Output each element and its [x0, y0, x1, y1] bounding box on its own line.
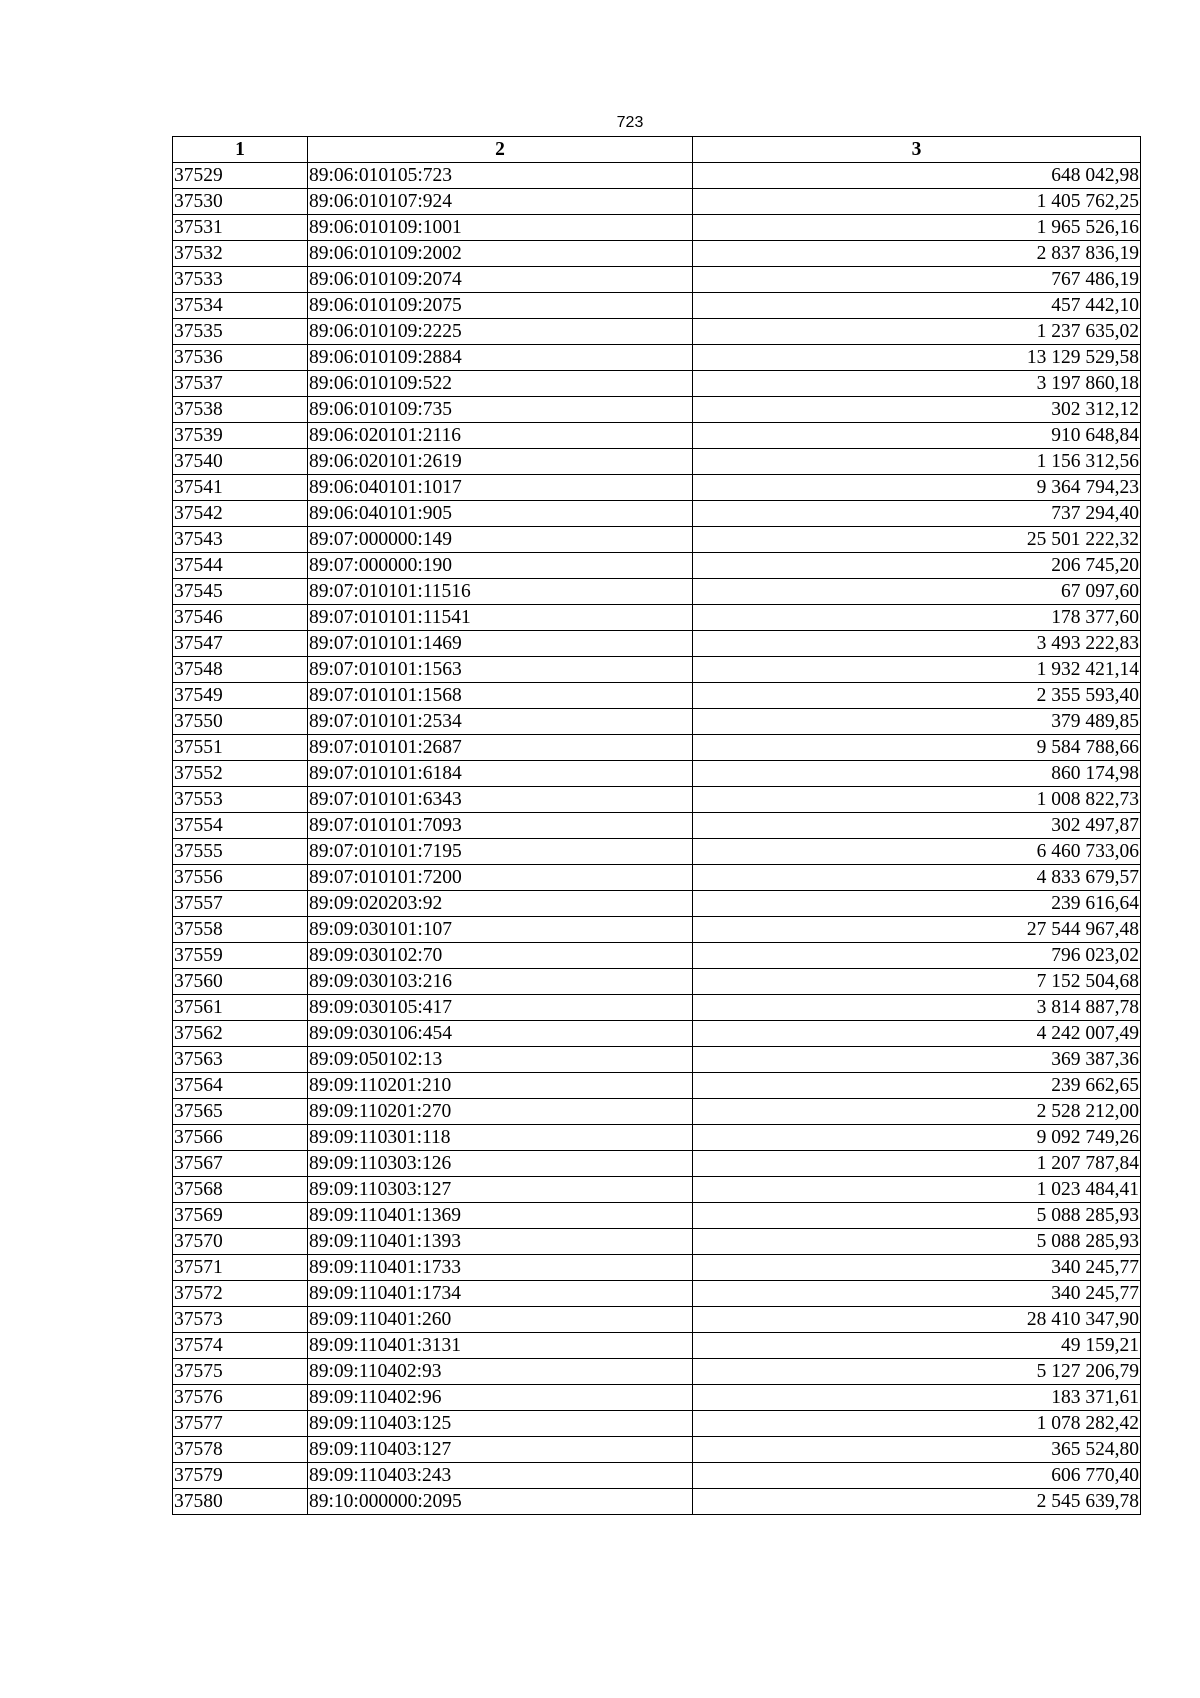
- cadastral-number-cell: 89:07:000000:190: [308, 553, 693, 579]
- table-row: [173, 319, 1141, 345]
- table-body: [173, 163, 1141, 1515]
- row-number-cell: 37543: [173, 527, 308, 553]
- cadastral-number-cell: 89:09:110402:96: [308, 1385, 693, 1411]
- cadastral-number-cell: 89:09:030101:107: [308, 917, 693, 943]
- cadastral-number-cell: 89:06:010107:924: [308, 189, 693, 215]
- value-cell: 1 023 484,41: [693, 1177, 1141, 1203]
- cadastral-number-cell: 89:06:010109:2075: [308, 293, 693, 319]
- row-number-cell: 37573: [173, 1307, 308, 1333]
- table-row: [173, 475, 1141, 501]
- value-cell: 302 312,12: [693, 397, 1141, 423]
- row-number-cell: 37540: [173, 449, 308, 475]
- table-row: [173, 891, 1141, 917]
- value-cell: 2 528 212,00: [693, 1099, 1141, 1125]
- value-cell: 49 159,21: [693, 1333, 1141, 1359]
- table-row: [173, 1359, 1141, 1385]
- table-row: [173, 1437, 1141, 1463]
- table-row: [173, 1463, 1141, 1489]
- value-cell: 1 965 526,16: [693, 215, 1141, 241]
- row-number-cell: 37563: [173, 1047, 308, 1073]
- value-cell: 365 524,80: [693, 1437, 1141, 1463]
- value-cell: 1 932 421,14: [693, 657, 1141, 683]
- row-number-cell: 37531: [173, 215, 308, 241]
- row-number-cell: 37549: [173, 683, 308, 709]
- row-number-cell: 37548: [173, 657, 308, 683]
- cadastral-number-cell: 89:09:110402:93: [308, 1359, 693, 1385]
- table-row: [173, 761, 1141, 787]
- row-number-cell: 37575: [173, 1359, 308, 1385]
- cadastral-number-cell: 89:07:010101:7200: [308, 865, 693, 891]
- row-number-cell: 37571: [173, 1255, 308, 1281]
- cadastral-number-cell: 89:07:000000:149: [308, 527, 693, 553]
- table-row: [173, 943, 1141, 969]
- table-row: [173, 501, 1141, 527]
- value-cell: 648 042,98: [693, 163, 1141, 189]
- cadastral-number-cell: 89:06:010109:2074: [308, 267, 693, 293]
- value-cell: 1 008 822,73: [693, 787, 1141, 813]
- table-row: [173, 1307, 1141, 1333]
- table-row: [173, 1333, 1141, 1359]
- row-number-cell: 37567: [173, 1151, 308, 1177]
- value-cell: 1 156 312,56: [693, 449, 1141, 475]
- row-number-cell: 37570: [173, 1229, 308, 1255]
- value-cell: 7 152 504,68: [693, 969, 1141, 995]
- row-number-cell: 37546: [173, 605, 308, 631]
- row-number-cell: 37568: [173, 1177, 308, 1203]
- table-header: [173, 137, 1141, 163]
- table-row: [173, 1203, 1141, 1229]
- row-number-cell: 37536: [173, 345, 308, 371]
- cadastral-number-cell: 89:07:010101:1568: [308, 683, 693, 709]
- cadastral-number-cell: 89:09:110401:3131: [308, 1333, 693, 1359]
- table-row: [173, 293, 1141, 319]
- table-row: [173, 709, 1141, 735]
- table-row: [173, 995, 1141, 1021]
- value-cell: 3 197 860,18: [693, 371, 1141, 397]
- value-cell: 206 745,20: [693, 553, 1141, 579]
- row-number-cell: 37558: [173, 917, 308, 943]
- table-row: [173, 163, 1141, 189]
- value-cell: 369 387,36: [693, 1047, 1141, 1073]
- row-number-cell: 37544: [173, 553, 308, 579]
- cadastral-number-cell: 89:09:030106:454: [308, 1021, 693, 1047]
- value-cell: 860 174,98: [693, 761, 1141, 787]
- value-cell: 1 237 635,02: [693, 319, 1141, 345]
- cadastral-number-cell: 89:07:010101:6343: [308, 787, 693, 813]
- cadastral-number-cell: 89:07:010101:2687: [308, 735, 693, 761]
- row-number-cell: 37562: [173, 1021, 308, 1047]
- row-number-cell: 37552: [173, 761, 308, 787]
- row-number-cell: 37538: [173, 397, 308, 423]
- cadastral-number-cell: 89:06:010109:2884: [308, 345, 693, 371]
- cadastral-number-cell: 89:07:010101:6184: [308, 761, 693, 787]
- cadastral-number-cell: 89:09:110201:210: [308, 1073, 693, 1099]
- value-cell: 9 092 749,26: [693, 1125, 1141, 1151]
- row-number-cell: 37529: [173, 163, 308, 189]
- cadastral-number-cell: 89:06:020101:2619: [308, 449, 693, 475]
- cadastral-number-cell: 89:07:010101:7093: [308, 813, 693, 839]
- table-row: [173, 579, 1141, 605]
- row-number-cell: 37580: [173, 1489, 308, 1515]
- cadastral-number-cell: 89:06:010109:735: [308, 397, 693, 423]
- table-row: [173, 865, 1141, 891]
- cadastral-number-cell: 89:09:110403:127: [308, 1437, 693, 1463]
- table-row: [173, 1255, 1141, 1281]
- value-cell: 25 501 222,32: [693, 527, 1141, 553]
- table-row: [173, 683, 1141, 709]
- cadastral-number-cell: 89:07:010101:7195: [308, 839, 693, 865]
- value-cell: 5 088 285,93: [693, 1229, 1141, 1255]
- value-cell: 457 442,10: [693, 293, 1141, 319]
- cadastral-number-cell: 89:06:010109:522: [308, 371, 693, 397]
- page-number: 723: [616, 114, 644, 131]
- cadastral-number-cell: 89:09:030103:216: [308, 969, 693, 995]
- row-number-cell: 37565: [173, 1099, 308, 1125]
- value-cell: 302 497,87: [693, 813, 1141, 839]
- row-number-cell: 37537: [173, 371, 308, 397]
- table-row: [173, 1385, 1141, 1411]
- row-number-cell: 37564: [173, 1073, 308, 1099]
- table-row: [173, 969, 1141, 995]
- cadastral-number-cell: 89:06:010109:2225: [308, 319, 693, 345]
- row-number-cell: 37530: [173, 189, 308, 215]
- row-number-cell: 37553: [173, 787, 308, 813]
- cadastral-number-cell: 89:09:110401:260: [308, 1307, 693, 1333]
- table-row: [173, 267, 1141, 293]
- value-cell: 340 245,77: [693, 1281, 1141, 1307]
- cadastral-number-cell: 89:09:030102:70: [308, 943, 693, 969]
- column-header-1: 1: [173, 137, 308, 163]
- cadastral-number-cell: 89:06:040101:1017: [308, 475, 693, 501]
- value-cell: 67 097,60: [693, 579, 1141, 605]
- cadastral-number-cell: 89:07:010101:1563: [308, 657, 693, 683]
- value-cell: 2 355 593,40: [693, 683, 1141, 709]
- row-number-cell: 37572: [173, 1281, 308, 1307]
- table-row: [173, 787, 1141, 813]
- cadastral-number-cell: 89:09:110303:126: [308, 1151, 693, 1177]
- row-number-cell: 37566: [173, 1125, 308, 1151]
- table-row: [173, 397, 1141, 423]
- row-number-cell: 37576: [173, 1385, 308, 1411]
- value-cell: 239 662,65: [693, 1073, 1141, 1099]
- value-cell: 9 364 794,23: [693, 475, 1141, 501]
- row-number-cell: 37560: [173, 969, 308, 995]
- cadastral-number-cell: 89:06:040101:905: [308, 501, 693, 527]
- table-row: [173, 657, 1141, 683]
- value-cell: 13 129 529,58: [693, 345, 1141, 371]
- header-row: [173, 137, 1141, 163]
- cadastral-number-cell: 89:09:050102:13: [308, 1047, 693, 1073]
- value-cell: 4 833 679,57: [693, 865, 1141, 891]
- value-cell: 3 814 887,78: [693, 995, 1141, 1021]
- value-cell: 1 207 787,84: [693, 1151, 1141, 1177]
- table-row: [173, 1073, 1141, 1099]
- value-cell: 239 616,64: [693, 891, 1141, 917]
- cadastral-number-cell: 89:06:020101:2116: [308, 423, 693, 449]
- row-number-cell: 37545: [173, 579, 308, 605]
- value-cell: 379 489,85: [693, 709, 1141, 735]
- cadastral-number-cell: 89:09:110401:1734: [308, 1281, 693, 1307]
- cadastral-value-table: [172, 136, 1141, 1515]
- table-row: [173, 1489, 1141, 1515]
- row-number-cell: 37542: [173, 501, 308, 527]
- value-cell: 2 837 836,19: [693, 241, 1141, 267]
- cadastral-number-cell: 89:07:010101:2534: [308, 709, 693, 735]
- table-row: [173, 553, 1141, 579]
- table-row: [173, 1021, 1141, 1047]
- value-cell: 606 770,40: [693, 1463, 1141, 1489]
- row-number-cell: 37547: [173, 631, 308, 657]
- value-cell: 1 405 762,25: [693, 189, 1141, 215]
- value-cell: 796 023,02: [693, 943, 1141, 969]
- table-row: [173, 449, 1141, 475]
- cadastral-number-cell: 89:09:110401:1733: [308, 1255, 693, 1281]
- cadastral-number-cell: 89:09:110403:125: [308, 1411, 693, 1437]
- row-number-cell: 37578: [173, 1437, 308, 1463]
- table-row: [173, 605, 1141, 631]
- row-number-cell: 37554: [173, 813, 308, 839]
- table-row: [173, 1411, 1141, 1437]
- value-cell: 1 078 282,42: [693, 1411, 1141, 1437]
- cadastral-number-cell: 89:09:110403:243: [308, 1463, 693, 1489]
- row-number-cell: 37569: [173, 1203, 308, 1229]
- table-row: [173, 917, 1141, 943]
- value-cell: 5 127 206,79: [693, 1359, 1141, 1385]
- value-cell: 27 544 967,48: [693, 917, 1141, 943]
- cadastral-number-cell: 89:07:010101:1469: [308, 631, 693, 657]
- row-number-cell: 37541: [173, 475, 308, 501]
- value-cell: 5 088 285,93: [693, 1203, 1141, 1229]
- value-cell: 767 486,19: [693, 267, 1141, 293]
- table-row: [173, 345, 1141, 371]
- cadastral-number-cell: 89:09:110401:1393: [308, 1229, 693, 1255]
- row-number-cell: 37577: [173, 1411, 308, 1437]
- cadastral-number-cell: 89:07:010101:11516: [308, 579, 693, 605]
- row-number-cell: 37556: [173, 865, 308, 891]
- value-cell: 183 371,61: [693, 1385, 1141, 1411]
- column-header-3: 3: [693, 137, 1141, 163]
- table-row: [173, 1281, 1141, 1307]
- cadastral-number-cell: 89:09:020203:92: [308, 891, 693, 917]
- row-number-cell: 37574: [173, 1333, 308, 1359]
- row-number-cell: 37579: [173, 1463, 308, 1489]
- row-number-cell: 37550: [173, 709, 308, 735]
- row-number-cell: 37555: [173, 839, 308, 865]
- value-cell: 28 410 347,90: [693, 1307, 1141, 1333]
- table-row: [173, 1177, 1141, 1203]
- row-number-cell: 37557: [173, 891, 308, 917]
- table-row: [173, 1151, 1141, 1177]
- value-cell: 737 294,40: [693, 501, 1141, 527]
- value-cell: 6 460 733,06: [693, 839, 1141, 865]
- cadastral-number-cell: 89:07:010101:11541: [308, 605, 693, 631]
- value-cell: 9 584 788,66: [693, 735, 1141, 761]
- value-cell: 3 493 222,83: [693, 631, 1141, 657]
- table-row: [173, 839, 1141, 865]
- value-cell: 178 377,60: [693, 605, 1141, 631]
- cadastral-number-cell: 89:10:000000:2095: [308, 1489, 693, 1515]
- cadastral-number-cell: 89:06:010105:723: [308, 163, 693, 189]
- table-row: [173, 189, 1141, 215]
- row-number-cell: 37533: [173, 267, 308, 293]
- table-row: [173, 423, 1141, 449]
- value-cell: 2 545 639,78: [693, 1489, 1141, 1515]
- row-number-cell: 37532: [173, 241, 308, 267]
- table-row: [173, 1047, 1141, 1073]
- row-number-cell: 37561: [173, 995, 308, 1021]
- cadastral-number-cell: 89:09:110401:1369: [308, 1203, 693, 1229]
- table-row: [173, 1229, 1141, 1255]
- cadastral-number-cell: 89:09:030105:417: [308, 995, 693, 1021]
- table-row: [173, 1099, 1141, 1125]
- cadastral-number-cell: 89:06:010109:2002: [308, 241, 693, 267]
- cadastral-number-cell: 89:09:110303:127: [308, 1177, 693, 1203]
- table-row: [173, 735, 1141, 761]
- table-row: [173, 813, 1141, 839]
- cadastral-number-cell: 89:09:110301:118: [308, 1125, 693, 1151]
- row-number-cell: 37534: [173, 293, 308, 319]
- table-row: [173, 631, 1141, 657]
- column-header-2: 2: [308, 137, 693, 163]
- cadastral-number-cell: 89:06:010109:1001: [308, 215, 693, 241]
- table-row: [173, 1125, 1141, 1151]
- row-number-cell: 37539: [173, 423, 308, 449]
- table-row: [173, 215, 1141, 241]
- row-number-cell: 37535: [173, 319, 308, 345]
- table-row: [173, 371, 1141, 397]
- value-cell: 340 245,77: [693, 1255, 1141, 1281]
- table-row: [173, 527, 1141, 553]
- row-number-cell: 37559: [173, 943, 308, 969]
- value-cell: 910 648,84: [693, 423, 1141, 449]
- row-number-cell: 37551: [173, 735, 308, 761]
- cadastral-number-cell: 89:09:110201:270: [308, 1099, 693, 1125]
- table-row: [173, 241, 1141, 267]
- value-cell: 4 242 007,49: [693, 1021, 1141, 1047]
